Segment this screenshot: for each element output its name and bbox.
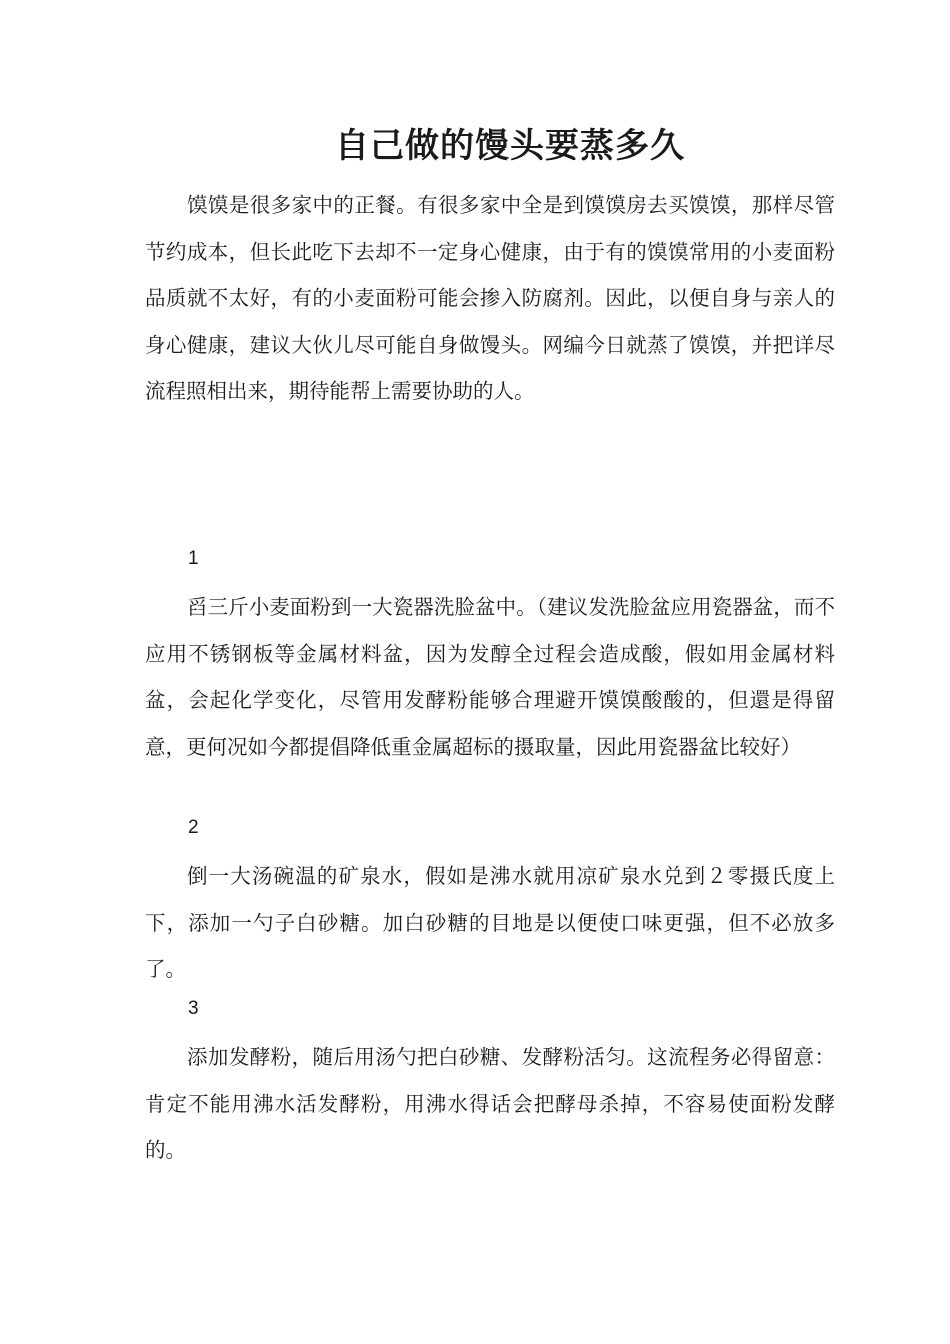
intro-paragraph: 馍馍是很多家中的正餐。有很多家中全是到馍馍房去买馍馍，那样尽管节约成本，但长此吃下去却不一定身心健康，由于有的馍馍常用的小麦面粉品质就不太好，有的小麦面粉可能会掺入防腐剂。因此，以便自身与亲人的身心健康，建议大伙儿尽可能自身做馒头。网编今日就蒸了馍馍，并把详尽流程照相出来，期待能帮上需要协助的人。 (145, 193, 835, 403)
step-paragraph: 舀三斤小麦面粉到一大瓷器洗脸盆中。（建议发洗脸盆应用瓷器盆，而不应用不锈钢板等金属材料盆，因为发醇全过程会造成酸，假如用金属材料盆，会起化学变化，尽管用发酵粉能够合理避开馍馍酸酸的，但還是得留意，更何况如今都提倡降低重金属超标的摄取量，因此用瓷器盆比较好） (145, 595, 835, 759)
step-paragraph: 添加发酵粉，随后用汤勺把白砂糖、发酵粉活匀。这流程务必得留意：肯定不能用沸水活发酵粉，用沸水得话会把酵母杀掉，不容易使面粉发酵的。 (145, 1045, 835, 1162)
document-title: 自己做的馒头要蒸多久 (335, 126, 685, 166)
step-paragraph: 倒一大汤碗温的矿泉水，假如是沸水就用凉矿泉水兑到２零摄氏度上下，添加一勺子白砂糖。加白砂糖的目地是以便使口味更强，但不必放多了。 (145, 864, 835, 981)
step-number: 2 (188, 817, 199, 838)
step-number: 1 (188, 548, 199, 569)
step-number: 3 (188, 998, 199, 1019)
